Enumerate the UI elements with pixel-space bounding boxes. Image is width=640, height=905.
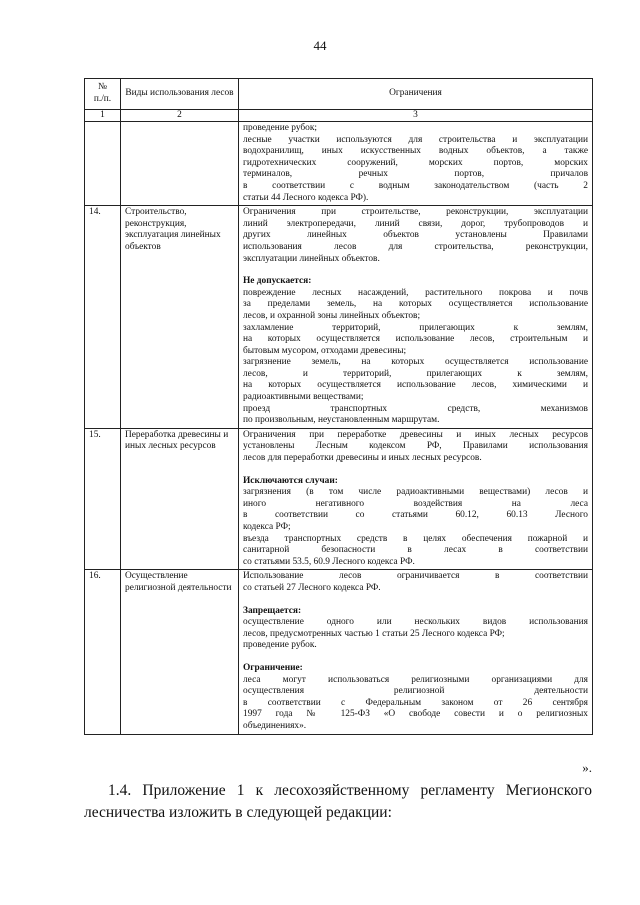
restriction-line: статьи 44 Лесного кодекса РФ). (243, 192, 369, 203)
restriction-line: на которых осуществляется использование лесов, химическими и (243, 380, 588, 391)
restriction-heading: Не допускается: (243, 276, 312, 287)
header-forest-use: Виды использования лесов (121, 79, 239, 110)
restriction-line: лесов для переработки древесины и иных лесных ресурсов. (243, 453, 482, 464)
column-numbers-row (85, 110, 593, 122)
restrictions-text (239, 122, 593, 206)
row-number (85, 122, 121, 206)
restriction-line: эксплуатации линейных объектов. (243, 253, 380, 264)
restriction-line: установлены Лесным кодексом РФ, Правилами использования (243, 441, 588, 452)
forest-use-type: Переработка древесины и иных лесных ресурсов (121, 428, 239, 570)
restriction-line: на которых осуществляется использование лесов, строительным и (243, 334, 588, 345)
table-row (85, 570, 593, 734)
restriction-line: загрязнения (в том числе радиоактивными веществами) лесов и (243, 487, 588, 498)
restrictions-text (239, 570, 593, 734)
spacer (243, 465, 588, 476)
column-number: 1 (85, 110, 121, 122)
row-number: 16. (85, 570, 121, 734)
amendment-paragraph: 1.4. Приложение 1 к лесохозяйственному регламенту Мегионского лесничества изложить в следующей редакции: (84, 782, 592, 821)
restriction-line: захламление территорий, прилегающих к землям, (243, 322, 588, 333)
restriction-line: санитарной безопасности в лесах в соответствии (243, 545, 588, 556)
restriction-line: Использование лесов ограничивается в соответствии (243, 571, 588, 582)
table-row (85, 206, 593, 429)
forest-use-type (121, 122, 239, 206)
restriction-line: загрязнение земель, на которых осуществляется использование (243, 357, 588, 368)
restriction-line: Ограничения при переработке древесины и иных лесных ресурсов (243, 429, 588, 440)
restriction-line: лесные участки используются для строительства и эксплуатации (243, 134, 588, 145)
restriction-line: повреждение лесных насаждений, растительного покрова и почв (243, 287, 588, 298)
restriction-line: проведение рубок; (243, 123, 318, 133)
restriction-line: осуществления религиозной деятельности (243, 686, 588, 697)
restriction-line: лесов, предусмотренных частью 1 статьи 25 Лесного кодекса РФ; (243, 628, 505, 639)
restriction-line: иного негативного воздействия на леса (243, 498, 588, 509)
restriction-line: других линейных объектов установлены Правилами (243, 230, 588, 241)
restriction-line: объединениях». (243, 720, 307, 731)
restriction-line: по произвольным, неустановленным маршрутам. (243, 415, 440, 426)
column-number: 3 (239, 110, 593, 122)
restriction-line: водохранилищ, иных искусственных водных объектов, а также (243, 146, 588, 157)
header-number: № п./п. (85, 79, 121, 110)
restriction-heading: Ограничение: (243, 662, 303, 673)
restriction-line: леса могут использоваться религиозными организациями для (243, 674, 588, 685)
header-restrictions: Ограничения (239, 79, 593, 110)
restrictions-table (84, 78, 593, 735)
spacer (243, 652, 588, 663)
forest-use-type: Осуществление религиозной деятельности (121, 570, 239, 734)
restriction-line: в соответствии с Федеральным законом от 26 сентября (243, 697, 588, 708)
spacer (243, 265, 588, 276)
restriction-line: в соответствии со статьями 60.12, 60.13 Лесного (243, 510, 588, 521)
spacer (243, 595, 588, 606)
row-number: 14. (85, 206, 121, 429)
restriction-line: бытовым мусором, отходами древесины; (243, 345, 407, 356)
restriction-line: за пределами земель, на которых осуществляется использование (243, 299, 588, 310)
restriction-line: радиоактивными веществами; (243, 392, 364, 403)
restriction-line: осуществление одного или нескольких видов использования (243, 617, 588, 628)
restriction-line: лесов, и охранной зоны линейных объектов; (243, 310, 421, 321)
row-number: 15. (85, 428, 121, 570)
table-row (85, 122, 593, 206)
column-number: 2 (121, 110, 239, 122)
restriction-line: в соответствии с водным законодательством (часть 2 (243, 180, 588, 191)
restriction-heading: Исключаются случаи: (243, 475, 338, 486)
table-header-row (85, 79, 593, 110)
restriction-line: со статьями 53.5, 60.9 Лесного кодекса РФ. (243, 556, 415, 567)
restriction-line: 1997 года № 125-ФЗ «О свободе совести и о религиозных (243, 709, 588, 720)
restriction-line: Ограничения при строительстве, реконструкции, эксплуатации (243, 207, 588, 218)
restriction-line: лесов, и территорий, прилегающих к землям, (243, 368, 588, 379)
restriction-line: использования лесов для строительства, реконструкции, (243, 241, 588, 252)
restriction-line: въезда транспортных средств в целях обеспечения пожарной и (243, 533, 588, 544)
forest-use-type: Строительство, реконструкция, эксплуатация линейных объектов (121, 206, 239, 429)
closing-quote-mark: ». (582, 760, 592, 775)
restriction-heading: Запрещается: (243, 605, 302, 616)
page-number: 44 (313, 38, 327, 53)
restrictions-text (239, 428, 593, 570)
table-row (85, 428, 593, 570)
restriction-line: со статьей 27 Лесного кодекса РФ. (243, 582, 381, 593)
restriction-line: проведение рубок. (243, 640, 317, 651)
restriction-line: гидротехнических сооружений, морских портов, морских (243, 157, 588, 168)
restriction-line: кодекса РФ; (243, 522, 291, 532)
restrictions-text (239, 206, 593, 429)
table-body (85, 122, 593, 735)
restriction-line: терминалов, речных портов, причалов (243, 169, 588, 180)
restriction-line: линий электропередачи, линий связи, дорог, трубопроводов и (243, 218, 588, 229)
restriction-line: проезд транспортных средств, механизмов (243, 403, 588, 414)
